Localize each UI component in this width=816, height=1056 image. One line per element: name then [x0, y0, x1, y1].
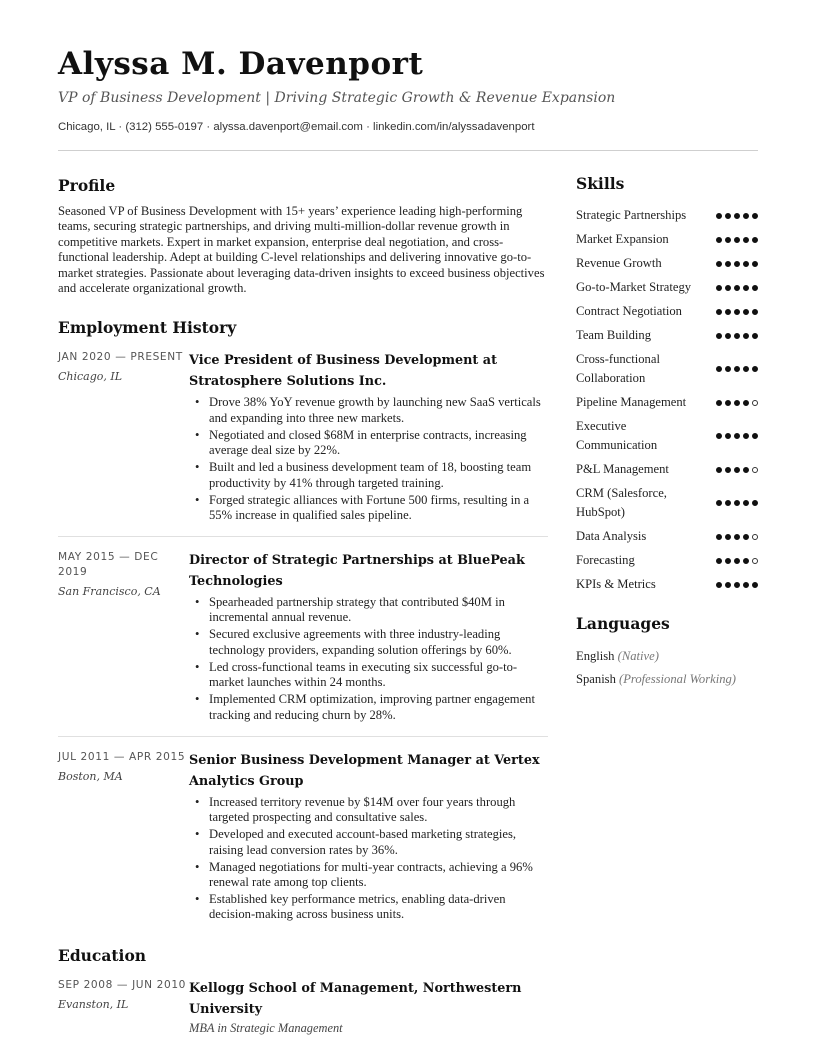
job-dates: JUL 2011 — APR 2015 — [58, 750, 186, 763]
skill-name: Revenue Growth — [576, 256, 662, 270]
job-dates: MAY 2015 — DEC 2019 — [58, 551, 159, 579]
job-divider — [58, 536, 548, 537]
rating-dot-filled — [725, 582, 731, 588]
skill-rating — [716, 366, 758, 372]
language-item — [576, 668, 760, 691]
language-item — [576, 645, 760, 668]
rating-dot-filled — [725, 237, 731, 243]
job-bullet: • Managed negotiations for multi-year contracts, achieving a 96% renewal rate among top clients. — [189, 860, 548, 891]
rating-dot-filled — [734, 467, 740, 473]
skill-item — [576, 254, 760, 273]
languages-heading: Languages — [576, 614, 670, 633]
job-bullet: • Spearheaded partnership strategy that contributed $40M in incremental annual revenue. — [189, 595, 548, 626]
employment-list — [58, 350, 548, 924]
rating-dot-filled — [743, 558, 749, 564]
rating-dot-filled — [716, 433, 722, 439]
rating-dot-filled — [725, 400, 731, 406]
job-body — [189, 350, 548, 525]
education-location: Evanston, IL — [58, 998, 129, 1012]
skill-name: KPIs & Metrics — [576, 577, 656, 591]
rating-dot-filled — [734, 400, 740, 406]
rating-dot-filled — [734, 261, 740, 267]
skill-item — [576, 417, 760, 455]
skill-rating — [716, 558, 758, 564]
skill-rating — [716, 433, 758, 439]
rating-dot-filled — [752, 213, 758, 219]
rating-dot-filled — [716, 400, 722, 406]
job-bullet: • Negotiated and closed $68M in enterprise contracts, increasing average deal size by 22%. — [189, 428, 548, 459]
rating-dot-filled — [716, 467, 722, 473]
rating-dot-filled — [725, 534, 731, 540]
rating-dot-filled — [725, 433, 731, 439]
job-bullet: • Secured exclusive agreements with three industry-leading technology providers, expanding solution offerings by 60%. — [189, 627, 548, 658]
skill-rating — [716, 534, 758, 540]
education-list — [58, 978, 548, 1036]
headline: VP of Business Development | Driving Strategic Growth & Revenue Expansion — [58, 90, 616, 106]
education-dates: SEP 2008 — JUN 2010 — [58, 979, 186, 992]
rating-dot-filled — [716, 213, 722, 219]
skill-name: Market Expansion — [576, 232, 669, 246]
rating-dot-filled — [725, 467, 731, 473]
skill-rating — [716, 261, 758, 267]
education-meta — [58, 978, 189, 1036]
language-level: (Professional Working) — [619, 672, 736, 686]
skill-name: CRM (Salesforce, HubSpot) — [576, 486, 667, 519]
rating-dot-filled — [725, 558, 731, 564]
rating-dot-filled — [716, 237, 722, 243]
education-degree: MBA in Strategic Management — [189, 1021, 343, 1036]
rating-dot-filled — [752, 582, 758, 588]
rating-dot-filled — [725, 285, 731, 291]
rating-dot-filled — [752, 261, 758, 267]
rating-dot-filled — [752, 433, 758, 439]
skill-rating — [716, 582, 758, 588]
skill-rating — [716, 237, 758, 243]
rating-dot-filled — [725, 213, 731, 219]
job-bullet: • Drove 38% YoY revenue growth by launching new SaaS verticals and expanding into three new markets. — [189, 395, 548, 426]
rating-dot-filled — [734, 285, 740, 291]
profile-text: Seasoned VP of Business Development with 15+ years’ experience leading high-performing teams, securing strategic partnerships, and driving multi-million-dollar revenue growth in competitive markets. Expert in market expansion, enterprise deal negotiation, and cross-functional leadership. Adept at building C-level relationships and delivering innovative go-to-market strategies. Passionate about leveraging data-driven insights to exceed business objectives and accelerate organizational growth. — [58, 204, 545, 296]
rating-dot-filled — [734, 333, 740, 339]
skill-name: Cross-functional Collaboration — [576, 352, 660, 385]
rating-dot-filled — [716, 582, 722, 588]
job-location: Chicago, IL — [58, 370, 123, 384]
main-column — [58, 176, 548, 1036]
profile-heading: Profile — [58, 176, 116, 195]
skill-rating — [716, 467, 758, 473]
rating-dot-filled — [743, 433, 749, 439]
skill-rating — [716, 285, 758, 291]
rating-dot-filled — [716, 558, 722, 564]
job-bullet: • Increased territory revenue by $14M over four years through targeted prospecting and consultative sales. — [189, 795, 548, 826]
candidate-name: Alyssa M. Davenport — [58, 46, 424, 82]
skill-name: Forecasting — [576, 553, 635, 567]
language-level: (Native) — [617, 649, 659, 663]
rating-dot-empty — [752, 534, 758, 540]
skill-item — [576, 302, 760, 321]
rating-dot-filled — [734, 213, 740, 219]
rating-dot-filled — [734, 433, 740, 439]
job-location: San Francisco, CA — [58, 585, 161, 599]
skill-rating — [716, 500, 758, 506]
rating-dot-filled — [752, 237, 758, 243]
skill-item — [576, 484, 760, 522]
rating-dot-filled — [734, 366, 740, 372]
rating-dot-filled — [716, 366, 722, 372]
rating-dot-filled — [725, 333, 731, 339]
rating-dot-filled — [734, 534, 740, 540]
job-body — [189, 750, 548, 925]
rating-dot-filled — [734, 500, 740, 506]
job-bullets — [189, 795, 548, 923]
skill-item — [576, 278, 760, 297]
skills-list — [576, 206, 760, 594]
rating-dot-filled — [743, 261, 749, 267]
job-title: Vice President of Business Development at Stratosphere Solutions Inc. — [189, 353, 497, 390]
contact-line: Chicago, IL · (312) 555-0197 · alyssa.davenport@email.com · linkedin.com/in/alyssadavenport — [58, 121, 535, 133]
rating-dot-filled — [725, 500, 731, 506]
rating-dot-filled — [743, 366, 749, 372]
job-divider — [58, 736, 548, 737]
languages-list — [576, 645, 760, 691]
skill-rating — [716, 333, 758, 339]
header-divider — [58, 150, 758, 151]
job-meta — [58, 350, 189, 525]
job-bullet: • Led cross-functional teams in executing six successful go-to-market launches within 24 months. — [189, 660, 548, 691]
rating-dot-filled — [716, 309, 722, 315]
skill-rating — [716, 213, 758, 219]
skill-rating — [716, 309, 758, 315]
skill-name: P&L Management — [576, 462, 669, 476]
rating-dot-filled — [743, 285, 749, 291]
skill-name: Contract Negotiation — [576, 304, 682, 318]
rating-dot-filled — [725, 309, 731, 315]
skill-name: Go-to-Market Strategy — [576, 280, 692, 294]
rating-dot-filled — [752, 366, 758, 372]
rating-dot-filled — [743, 500, 749, 506]
skill-item — [576, 551, 760, 570]
job-dates: JAN 2020 — PRESENT — [58, 351, 183, 364]
job-bullet: • Forged strategic alliances with Fortune 500 firms, resulting in a 55% increase in qualified sales pipeline. — [189, 493, 548, 524]
rating-dot-filled — [716, 500, 722, 506]
language-name: Spanish — [576, 672, 616, 686]
rating-dot-empty — [752, 467, 758, 473]
rating-dot-filled — [752, 285, 758, 291]
job-entry — [58, 350, 548, 525]
skill-item — [576, 575, 760, 594]
rating-dot-filled — [743, 400, 749, 406]
rating-dot-filled — [752, 500, 758, 506]
rating-dot-filled — [725, 366, 731, 372]
job-location: Boston, MA — [58, 769, 123, 783]
rating-dot-filled — [725, 261, 731, 267]
skill-item — [576, 206, 760, 225]
job-entry — [58, 550, 548, 725]
rating-dot-filled — [752, 333, 758, 339]
job-bullets — [189, 595, 548, 723]
job-body — [189, 550, 548, 725]
rating-dot-filled — [743, 309, 749, 315]
job-bullets — [189, 395, 548, 523]
skill-name: Data Analysis — [576, 529, 647, 543]
job-title: Director of Strategic Partnerships at BluePeak Technologies — [189, 553, 525, 590]
skill-rating — [716, 400, 758, 406]
rating-dot-filled — [743, 237, 749, 243]
skill-item — [576, 350, 760, 388]
rating-dot-filled — [743, 534, 749, 540]
language-name: English — [576, 649, 615, 663]
rating-dot-empty — [752, 400, 758, 406]
job-entry — [58, 750, 548, 925]
skill-name: Team Building — [576, 328, 652, 342]
skill-item — [576, 326, 760, 345]
rating-dot-empty — [752, 558, 758, 564]
job-bullet: • Implemented CRM optimization, improving partner engagement tracking and reducing churn by 28%. — [189, 692, 548, 723]
skill-name: Executive Communication — [576, 419, 658, 452]
job-bullet: • Built and led a business development team of 18, boosting team productivity by 41% through targeted training. — [189, 460, 548, 491]
education-entry — [58, 978, 548, 1036]
job-bullet: • Developed and executed account-based marketing strategies, raising lead conversion rates by 36%. — [189, 827, 548, 858]
rating-dot-filled — [734, 582, 740, 588]
rating-dot-filled — [716, 285, 722, 291]
rating-dot-filled — [716, 534, 722, 540]
job-meta — [58, 550, 189, 725]
job-bullet: • Established key performance metrics, enabling data-driven decision-making across business units. — [189, 892, 548, 923]
employment-heading: Employment History — [58, 318, 237, 338]
rating-dot-filled — [743, 213, 749, 219]
rating-dot-filled — [716, 333, 722, 339]
rating-dot-filled — [743, 333, 749, 339]
job-title: Senior Business Development Manager at Vertex Analytics Group — [189, 752, 540, 789]
rating-dot-filled — [716, 261, 722, 267]
skill-name: Strategic Partnerships — [576, 208, 687, 222]
rating-dot-filled — [734, 309, 740, 315]
rating-dot-filled — [752, 309, 758, 315]
skills-heading: Skills — [576, 174, 625, 193]
education-school: Kellogg School of Management, Northwestern University — [189, 981, 522, 1018]
skill-item — [576, 230, 760, 249]
education-body — [189, 978, 548, 1036]
skill-item — [576, 527, 760, 546]
skill-item — [576, 460, 760, 479]
job-meta — [58, 750, 189, 925]
rating-dot-filled — [743, 582, 749, 588]
skill-name: Pipeline Management — [576, 395, 687, 409]
rating-dot-filled — [734, 237, 740, 243]
sidebar-column — [576, 174, 760, 691]
education-heading: Education — [58, 946, 147, 966]
skill-item — [576, 393, 760, 412]
rating-dot-filled — [743, 467, 749, 473]
rating-dot-filled — [734, 558, 740, 564]
